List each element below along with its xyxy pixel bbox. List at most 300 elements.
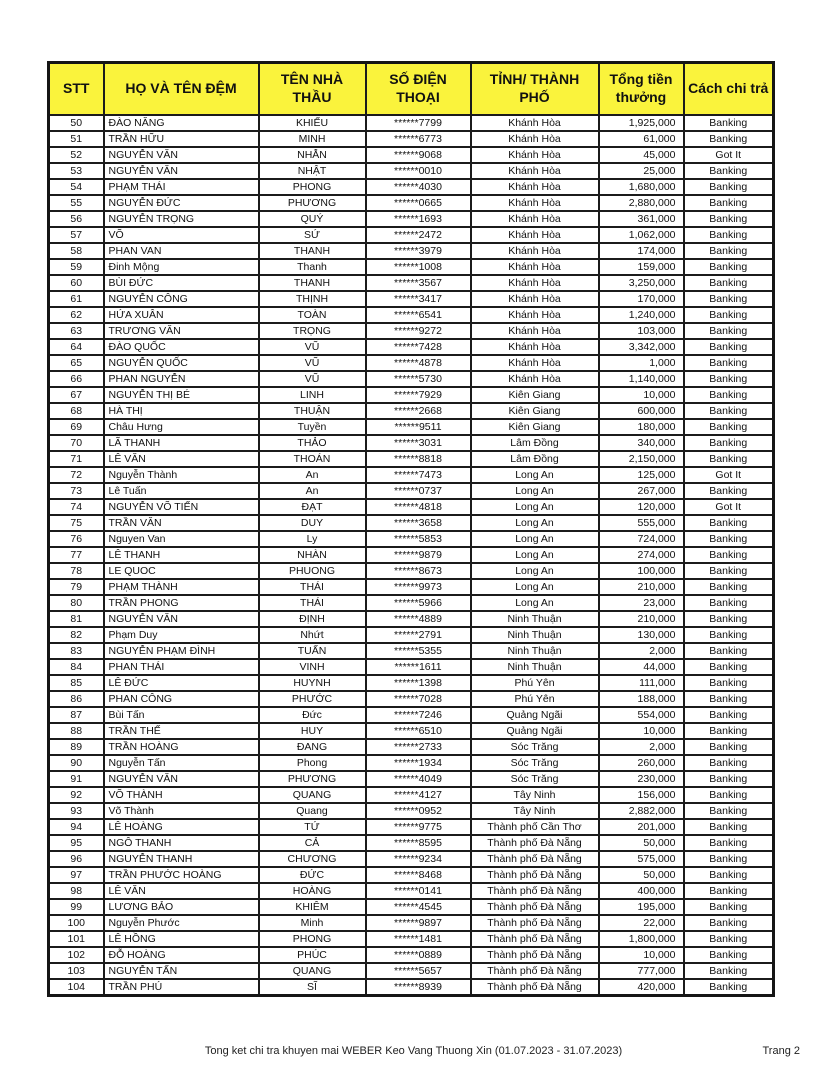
cell-stt: 84 [49, 659, 104, 675]
cell-ten_nha_thau: ĐỊNH [259, 611, 366, 627]
cell-stt: 95 [49, 835, 104, 851]
cell-stt: 85 [49, 675, 104, 691]
cell-tinh_thanh_pho: Khánh Hòa [471, 339, 599, 355]
cell-ho_ten_dem: ĐỖ HOÀNG [104, 947, 259, 963]
cell-ten_nha_thau: CHƯƠNG [259, 851, 366, 867]
table-row [49, 307, 774, 323]
cell-stt: 51 [49, 131, 104, 147]
cell-tinh_thanh_pho: Khánh Hòa [471, 355, 599, 371]
table-row [49, 643, 774, 659]
cell-cach_chi_tra: Banking [684, 643, 774, 659]
cell-tong_tien_thuong: 3,342,000 [599, 339, 684, 355]
cell-stt: 82 [49, 627, 104, 643]
cell-ho_ten_dem: NGUYỄN PHẠM ĐÌNH [104, 643, 259, 659]
cell-tong_tien_thuong: 100,000 [599, 563, 684, 579]
cell-tinh_thanh_pho: Tây Ninh [471, 803, 599, 819]
cell-stt: 68 [49, 403, 104, 419]
table-row [49, 227, 774, 243]
cell-cach_chi_tra: Banking [684, 915, 774, 931]
cell-ten_nha_thau: ĐỨC [259, 867, 366, 883]
cell-stt: 92 [49, 787, 104, 803]
cell-tong_tien_thuong: 2,000 [599, 643, 684, 659]
cell-stt: 66 [49, 371, 104, 387]
table-row [49, 611, 774, 627]
cell-ten_nha_thau: PHONG [259, 931, 366, 947]
footer-summary-text: Tong ket chi tra khuyen mai WEBER Keo Vang Thuong Xin (01.07.2023 - 31.07.2023) [204, 1045, 623, 1057]
table-row [49, 659, 774, 675]
cell-ho_ten_dem: LE QUOC [104, 563, 259, 579]
table-row [49, 979, 774, 996]
table-row [49, 467, 774, 483]
cell-cach_chi_tra: Banking [684, 435, 774, 451]
table-row [49, 963, 774, 979]
table-row [49, 291, 774, 307]
cell-ho_ten_dem: NGUYỄN TRỌNG [104, 211, 259, 227]
cell-tong_tien_thuong: 159,000 [599, 259, 684, 275]
cell-so_dien_thoai: ******4889 [366, 611, 471, 627]
cell-cach_chi_tra: Banking [684, 675, 774, 691]
table-row [49, 419, 774, 435]
cell-ten_nha_thau: ĐANG [259, 739, 366, 755]
cell-tong_tien_thuong: 1,140,000 [599, 371, 684, 387]
cell-tong_tien_thuong: 174,000 [599, 243, 684, 259]
table-row [49, 579, 774, 595]
cell-ho_ten_dem: NGUYỄN VÕ TIẾN [104, 499, 259, 515]
cell-stt: 102 [49, 947, 104, 963]
cell-ho_ten_dem: NGUYỄN ĐỨC [104, 195, 259, 211]
cell-stt: 60 [49, 275, 104, 291]
cell-ten_nha_thau: An [259, 467, 366, 483]
cell-so_dien_thoai: ******0889 [366, 947, 471, 963]
cell-tong_tien_thuong: 2,882,000 [599, 803, 684, 819]
cell-tong_tien_thuong: 260,000 [599, 755, 684, 771]
cell-so_dien_thoai: ******8468 [366, 867, 471, 883]
cell-ho_ten_dem: TRẦN PHONG [104, 595, 259, 611]
cell-tong_tien_thuong: 420,000 [599, 979, 684, 996]
table-row [49, 931, 774, 947]
cell-tong_tien_thuong: 170,000 [599, 291, 684, 307]
cell-ten_nha_thau: THANH [259, 275, 366, 291]
cell-so_dien_thoai: ******9511 [366, 419, 471, 435]
column-header-cach_chi_tra: Cách chi trả [684, 63, 774, 115]
cell-cach_chi_tra: Banking [684, 131, 774, 147]
cell-ten_nha_thau: ĐẠT [259, 499, 366, 515]
cell-ho_ten_dem: Lê Tuấn [104, 483, 259, 499]
cell-ten_nha_thau: NHẪN [259, 147, 366, 163]
cell-tong_tien_thuong: 554,000 [599, 707, 684, 723]
table-row [49, 243, 774, 259]
table-row [49, 899, 774, 915]
cell-stt: 61 [49, 291, 104, 307]
cell-so_dien_thoai: ******3031 [366, 435, 471, 451]
cell-ten_nha_thau: SỨ [259, 227, 366, 243]
cell-ho_ten_dem: LÊ ĐỨC [104, 675, 259, 691]
cell-tinh_thanh_pho: Khánh Hòa [471, 115, 599, 131]
cell-tong_tien_thuong: 274,000 [599, 547, 684, 563]
cell-so_dien_thoai: ******7246 [366, 707, 471, 723]
cell-stt: 97 [49, 867, 104, 883]
cell-ten_nha_thau: Đức [259, 707, 366, 723]
table-row [49, 339, 774, 355]
cell-tong_tien_thuong: 156,000 [599, 787, 684, 803]
cell-so_dien_thoai: ******7028 [366, 691, 471, 707]
cell-ten_nha_thau: KHIẾU [259, 115, 366, 131]
cell-tinh_thanh_pho: Thành phố Đà Nẵng [471, 835, 599, 851]
cell-cach_chi_tra: Banking [684, 451, 774, 467]
cell-ho_ten_dem: HỨA XUÂN [104, 307, 259, 323]
cell-stt: 52 [49, 147, 104, 163]
cell-so_dien_thoai: ******6541 [366, 307, 471, 323]
cell-so_dien_thoai: ******4049 [366, 771, 471, 787]
cell-tong_tien_thuong: 210,000 [599, 611, 684, 627]
cell-ho_ten_dem: LÊ THANH [104, 547, 259, 563]
table-row [49, 147, 774, 163]
cell-tong_tien_thuong: 188,000 [599, 691, 684, 707]
cell-cach_chi_tra: Banking [684, 659, 774, 675]
cell-ten_nha_thau: THÁI [259, 579, 366, 595]
cell-stt: 74 [49, 499, 104, 515]
cell-so_dien_thoai: ******5657 [366, 963, 471, 979]
cell-tinh_thanh_pho: Kiên Giang [471, 419, 599, 435]
cell-ten_nha_thau: LINH [259, 387, 366, 403]
cell-ten_nha_thau: PHÚC [259, 947, 366, 963]
cell-cach_chi_tra: Banking [684, 707, 774, 723]
cell-stt: 50 [49, 115, 104, 131]
cell-tong_tien_thuong: 10,000 [599, 387, 684, 403]
cell-tinh_thanh_pho: Kiên Giang [471, 387, 599, 403]
cell-ten_nha_thau: TOÀN [259, 307, 366, 323]
table-body [49, 115, 774, 996]
cell-ho_ten_dem: PHẠM THÁI [104, 179, 259, 195]
cell-stt: 77 [49, 547, 104, 563]
cell-ho_ten_dem: NGUYỄN QUỐC [104, 355, 259, 371]
table-row [49, 195, 774, 211]
cell-tinh_thanh_pho: Ninh Thuận [471, 659, 599, 675]
cell-ten_nha_thau: Minh [259, 915, 366, 931]
cell-tinh_thanh_pho: Long An [471, 483, 599, 499]
table-header [49, 63, 774, 115]
cell-stt: 65 [49, 355, 104, 371]
cell-cach_chi_tra: Banking [684, 595, 774, 611]
cell-so_dien_thoai: ******8818 [366, 451, 471, 467]
cell-ho_ten_dem: NGUYỄN VĂN [104, 147, 259, 163]
cell-tinh_thanh_pho: Khánh Hòa [471, 195, 599, 211]
column-header-stt: STT [49, 63, 104, 115]
cell-cach_chi_tra: Banking [684, 355, 774, 371]
cell-cach_chi_tra: Got It [684, 467, 774, 483]
cell-tong_tien_thuong: 50,000 [599, 867, 684, 883]
cell-tinh_thanh_pho: Sóc Trăng [471, 771, 599, 787]
cell-cach_chi_tra: Banking [684, 883, 774, 899]
table-row [49, 755, 774, 771]
cell-ho_ten_dem: TRẦN THẾ [104, 723, 259, 739]
table-row [49, 835, 774, 851]
cell-so_dien_thoai: ******4878 [366, 355, 471, 371]
cell-tinh_thanh_pho: Khánh Hòa [471, 259, 599, 275]
table-row [49, 739, 774, 755]
cell-tong_tien_thuong: 2,000 [599, 739, 684, 755]
cell-so_dien_thoai: ******0665 [366, 195, 471, 211]
table-row [49, 499, 774, 515]
cell-stt: 75 [49, 515, 104, 531]
cell-stt: 57 [49, 227, 104, 243]
cell-tong_tien_thuong: 22,000 [599, 915, 684, 931]
cell-stt: 55 [49, 195, 104, 211]
cell-so_dien_thoai: ******5853 [366, 531, 471, 547]
cell-stt: 64 [49, 339, 104, 355]
cell-cach_chi_tra: Banking [684, 979, 774, 996]
cell-ho_ten_dem: LÊ VĂN [104, 451, 259, 467]
cell-ho_ten_dem: NGUYỄN TẤN [104, 963, 259, 979]
cell-cach_chi_tra: Banking [684, 291, 774, 307]
cell-tinh_thanh_pho: Long An [471, 499, 599, 515]
cell-ten_nha_thau: THANH [259, 243, 366, 259]
cell-cach_chi_tra: Banking [684, 627, 774, 643]
cell-stt: 53 [49, 163, 104, 179]
cell-cach_chi_tra: Banking [684, 275, 774, 291]
table-row [49, 131, 774, 147]
cell-tinh_thanh_pho: Khánh Hòa [471, 371, 599, 387]
cell-ho_ten_dem: TRẦN VĂN [104, 515, 259, 531]
cell-so_dien_thoai: ******0737 [366, 483, 471, 499]
table-row [49, 531, 774, 547]
cell-stt: 69 [49, 419, 104, 435]
cell-cach_chi_tra: Banking [684, 531, 774, 547]
cell-tinh_thanh_pho: Lâm Đồng [471, 451, 599, 467]
cell-cach_chi_tra: Banking [684, 867, 774, 883]
cell-stt: 98 [49, 883, 104, 899]
cell-so_dien_thoai: ******1398 [366, 675, 471, 691]
cell-ho_ten_dem: ĐÀO NĂNG [104, 115, 259, 131]
cell-tong_tien_thuong: 45,000 [599, 147, 684, 163]
cell-tinh_thanh_pho: Long An [471, 547, 599, 563]
column-header-tinh_thanh_pho: TỈNH/ THÀNH PHỐ [471, 63, 599, 115]
cell-so_dien_thoai: ******2668 [366, 403, 471, 419]
cell-stt: 93 [49, 803, 104, 819]
cell-ten_nha_thau: THỊNH [259, 291, 366, 307]
cell-ten_nha_thau: HUYNH [259, 675, 366, 691]
cell-tong_tien_thuong: 50,000 [599, 835, 684, 851]
cell-ho_ten_dem: NGÔ THANH [104, 835, 259, 851]
cell-tong_tien_thuong: 210,000 [599, 579, 684, 595]
cell-cach_chi_tra: Banking [684, 387, 774, 403]
cell-cach_chi_tra: Banking [684, 835, 774, 851]
cell-ho_ten_dem: LÊ HỒNG [104, 931, 259, 947]
cell-ho_ten_dem: PHAN CÔNG [104, 691, 259, 707]
table-row [49, 371, 774, 387]
cell-so_dien_thoai: ******3567 [366, 275, 471, 291]
table-row [49, 435, 774, 451]
cell-tong_tien_thuong: 555,000 [599, 515, 684, 531]
cell-cach_chi_tra: Banking [684, 611, 774, 627]
table-row [49, 163, 774, 179]
cell-tinh_thanh_pho: Ninh Thuận [471, 627, 599, 643]
cell-stt: 88 [49, 723, 104, 739]
table-row [49, 947, 774, 963]
cell-stt: 72 [49, 467, 104, 483]
cell-cach_chi_tra: Banking [684, 339, 774, 355]
cell-ten_nha_thau: HOÀNG [259, 883, 366, 899]
cell-cach_chi_tra: Got It [684, 147, 774, 163]
cell-tinh_thanh_pho: Tây Ninh [471, 787, 599, 803]
cell-ho_ten_dem: NGUYỄN THỊ BÉ [104, 387, 259, 403]
cell-so_dien_thoai: ******6510 [366, 723, 471, 739]
cell-stt: 56 [49, 211, 104, 227]
cell-so_dien_thoai: ******4127 [366, 787, 471, 803]
cell-ho_ten_dem: LƯƠNG BẢO [104, 899, 259, 915]
cell-ho_ten_dem: NGUYỄN VĂN [104, 771, 259, 787]
cell-ten_nha_thau: TRỌNG [259, 323, 366, 339]
cell-tong_tien_thuong: 195,000 [599, 899, 684, 915]
cell-cach_chi_tra: Banking [684, 947, 774, 963]
table-row [49, 771, 774, 787]
cell-cach_chi_tra: Banking [684, 803, 774, 819]
cell-tong_tien_thuong: 600,000 [599, 403, 684, 419]
table-row [49, 179, 774, 195]
cell-ho_ten_dem: BÙI ĐỨC [104, 275, 259, 291]
cell-stt: 76 [49, 531, 104, 547]
cell-ten_nha_thau: VINH [259, 659, 366, 675]
cell-stt: 101 [49, 931, 104, 947]
cell-tinh_thanh_pho: Long An [471, 579, 599, 595]
cell-stt: 91 [49, 771, 104, 787]
column-header-tong_tien_thuong: Tổng tiền thưởng [599, 63, 684, 115]
cell-so_dien_thoai: ******9234 [366, 851, 471, 867]
cell-ho_ten_dem: Nguyễn Phước [104, 915, 259, 931]
cell-tinh_thanh_pho: Thành phố Đà Nẵng [471, 883, 599, 899]
table-row [49, 787, 774, 803]
cell-stt: 59 [49, 259, 104, 275]
cell-so_dien_thoai: ******0952 [366, 803, 471, 819]
cell-tong_tien_thuong: 340,000 [599, 435, 684, 451]
cell-cach_chi_tra: Banking [684, 115, 774, 131]
cell-cach_chi_tra: Banking [684, 755, 774, 771]
cell-tong_tien_thuong: 400,000 [599, 883, 684, 899]
cell-ten_nha_thau: THÁI [259, 595, 366, 611]
cell-tinh_thanh_pho: Phú Yên [471, 675, 599, 691]
cell-so_dien_thoai: ******0141 [366, 883, 471, 899]
cell-stt: 81 [49, 611, 104, 627]
cell-tinh_thanh_pho: Khánh Hòa [471, 211, 599, 227]
cell-tong_tien_thuong: 111,000 [599, 675, 684, 691]
cell-ho_ten_dem: Nguyen Van [104, 531, 259, 547]
cell-so_dien_thoai: ******9973 [366, 579, 471, 595]
cell-ten_nha_thau: Tuyền [259, 419, 366, 435]
table-row [49, 403, 774, 419]
cell-tinh_thanh_pho: Khánh Hòa [471, 307, 599, 323]
cell-stt: 63 [49, 323, 104, 339]
cell-tong_tien_thuong: 25,000 [599, 163, 684, 179]
cell-tong_tien_thuong: 724,000 [599, 531, 684, 547]
cell-ho_ten_dem: Nguyễn Thành [104, 467, 259, 483]
cell-cach_chi_tra: Banking [684, 691, 774, 707]
cell-ho_ten_dem: NGUYỄN THANH [104, 851, 259, 867]
cell-so_dien_thoai: ******7473 [366, 467, 471, 483]
cell-so_dien_thoai: ******3658 [366, 515, 471, 531]
cell-cach_chi_tra: Banking [684, 179, 774, 195]
cell-so_dien_thoai: ******2733 [366, 739, 471, 755]
table-row [49, 483, 774, 499]
table-row [49, 803, 774, 819]
cell-ho_ten_dem: Bùi Tấn [104, 707, 259, 723]
cell-tong_tien_thuong: 2,150,000 [599, 451, 684, 467]
cell-stt: 90 [49, 755, 104, 771]
cell-ho_ten_dem: PHAN NGUYỄN [104, 371, 259, 387]
cell-cach_chi_tra: Banking [684, 483, 774, 499]
cell-ten_nha_thau: MINH [259, 131, 366, 147]
cell-stt: 86 [49, 691, 104, 707]
cell-so_dien_thoai: ******0010 [366, 163, 471, 179]
cell-cach_chi_tra: Banking [684, 403, 774, 419]
table-row [49, 915, 774, 931]
cell-tinh_thanh_pho: Khánh Hòa [471, 163, 599, 179]
cell-ho_ten_dem: Châu Hưng [104, 419, 259, 435]
cell-ten_nha_thau: THẢO [259, 435, 366, 451]
table-row [49, 259, 774, 275]
cell-so_dien_thoai: ******8595 [366, 835, 471, 851]
cell-cach_chi_tra: Banking [684, 163, 774, 179]
cell-cach_chi_tra: Banking [684, 787, 774, 803]
cell-tong_tien_thuong: 3,250,000 [599, 275, 684, 291]
cell-stt: 54 [49, 179, 104, 195]
cell-ten_nha_thau: THOÁN [259, 451, 366, 467]
cell-tong_tien_thuong: 361,000 [599, 211, 684, 227]
cell-so_dien_thoai: ******1481 [366, 931, 471, 947]
table-row [49, 563, 774, 579]
table-row [49, 115, 774, 131]
cell-tong_tien_thuong: 1,240,000 [599, 307, 684, 323]
cell-tinh_thanh_pho: Thành phố Đà Nẵng [471, 915, 599, 931]
table-row [49, 883, 774, 899]
cell-ho_ten_dem: VÕ [104, 227, 259, 243]
cell-tinh_thanh_pho: Long An [471, 563, 599, 579]
cell-tinh_thanh_pho: Kiên Giang [471, 403, 599, 419]
cell-cach_chi_tra: Banking [684, 211, 774, 227]
footer-page-number: Trang 2 [762, 1045, 800, 1057]
cell-stt: 100 [49, 915, 104, 931]
cell-ho_ten_dem: NGUYỄN CÔNG [104, 291, 259, 307]
cell-cach_chi_tra: Banking [684, 227, 774, 243]
cell-ho_ten_dem: TRẦN HOÀNG [104, 739, 259, 755]
cell-tong_tien_thuong: 23,000 [599, 595, 684, 611]
cell-tinh_thanh_pho: Khánh Hòa [471, 323, 599, 339]
cell-ho_ten_dem: NGUYỄN VĂN [104, 611, 259, 627]
cell-cach_chi_tra: Banking [684, 371, 774, 387]
cell-ho_ten_dem: LÊ HOÀNG [104, 819, 259, 835]
cell-tong_tien_thuong: 120,000 [599, 499, 684, 515]
cell-tong_tien_thuong: 10,000 [599, 723, 684, 739]
cell-tong_tien_thuong: 1,925,000 [599, 115, 684, 131]
cell-so_dien_thoai: ******8939 [366, 979, 471, 996]
table-row [49, 275, 774, 291]
cell-ten_nha_thau: PHUONG [259, 563, 366, 579]
cell-tong_tien_thuong: 10,000 [599, 947, 684, 963]
cell-so_dien_thoai: ******3979 [366, 243, 471, 259]
cell-so_dien_thoai: ******6773 [366, 131, 471, 147]
cell-tinh_thanh_pho: Thành phố Cần Thơ [471, 819, 599, 835]
table-row [49, 867, 774, 883]
cell-stt: 62 [49, 307, 104, 323]
cell-ten_nha_thau: Phong [259, 755, 366, 771]
cell-ten_nha_thau: QUÝ [259, 211, 366, 227]
cell-so_dien_thoai: ******4818 [366, 499, 471, 515]
cell-tinh_thanh_pho: Thành phố Đà Nẵng [471, 867, 599, 883]
cell-so_dien_thoai: ******1934 [366, 755, 471, 771]
cell-ho_ten_dem: LÊ VĂN [104, 883, 259, 899]
table-row [49, 723, 774, 739]
cell-ten_nha_thau: PHƯƠNG [259, 771, 366, 787]
column-header-ten_nha_thau: TÊN NHÀ THẦU [259, 63, 366, 115]
